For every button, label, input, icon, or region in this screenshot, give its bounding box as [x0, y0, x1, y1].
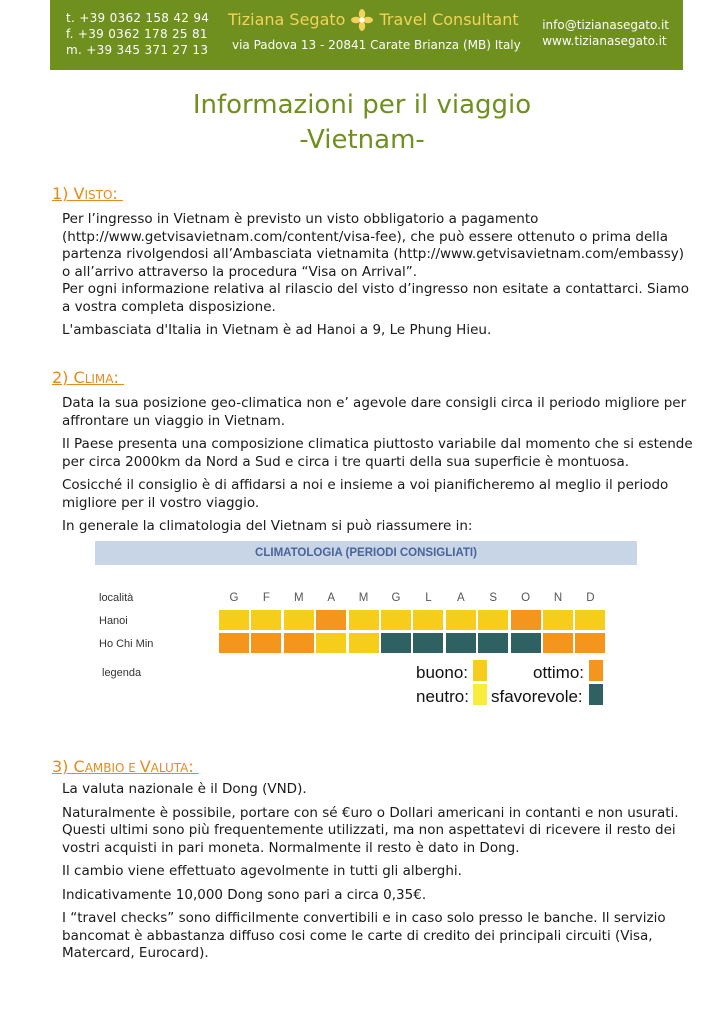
clima-p3-line: Cosicché il consiglio è di affidarsi a noi e insieme a voi pianificheremo al meglio il periodo [62, 477, 669, 493]
month-label: L [425, 592, 432, 604]
section-body-clima [62, 395, 693, 542]
cambio-p2-line: Questi ultimi sono più frequentemente utilizzati, ma non aspettatevi di ricevere il resto dei [62, 822, 676, 838]
month-label: G [229, 592, 239, 604]
cambio-heading-sc2: ALUTA [150, 761, 189, 775]
climate-cell [511, 610, 541, 630]
visto-p1-line: Per l’ingresso in Vietnam è previsto un visto obbligatorio a pagamento [62, 211, 539, 227]
climate-cell [446, 610, 476, 630]
month-label: M [294, 592, 304, 604]
contact-numbers [66, 10, 209, 58]
month-label: M [358, 592, 369, 604]
month-label: D [586, 592, 595, 604]
phone-f: f. +39 0362 178 25 81 [66, 27, 208, 41]
climate-cell [381, 610, 411, 630]
website-link[interactable]: www.tizianasegato.it [542, 34, 667, 48]
brand-name: Tiziana Segato [228, 10, 346, 29]
climate-cell [251, 610, 281, 630]
month-label: S [489, 592, 498, 604]
visto-embassy-text: L'ambasciata d'Italia in Vietnam è ad Hanoi a 9, Le Phung Hieu. [62, 322, 492, 338]
clima-heading-num: 2) C [52, 368, 85, 387]
visto-p1-line: (http://www.getvisavietnam.com/content/visa-fee), che può essere ottenuto o prima della [62, 228, 669, 245]
cambio-p5-line: Matercard, Eurocard). [62, 945, 209, 961]
climate-cell [478, 610, 508, 630]
clima-p1-line: Data la sua posizione geo-climatica non e’ agevole dare consigli circa il periodo migliore per [62, 395, 687, 411]
climate-cell [543, 610, 573, 630]
climate-cell [575, 633, 605, 653]
climate-cell [381, 633, 411, 653]
title-line-1: Informazioni per il viaggio [192, 90, 532, 120]
legend-swatch-ottimo [589, 660, 603, 681]
cambio-heading-sc1: AMBIO E [84, 761, 140, 775]
month-label: F [262, 592, 270, 604]
climate-cell [219, 610, 249, 630]
climate-cell [543, 633, 573, 653]
cambio-p2-line: Naturalmente è possibile, portare con sé €uro o Dollari americani in contanti e non usurati. [62, 804, 679, 821]
section-heading-visto [52, 184, 123, 203]
legend-label-neutro: neutro: [416, 687, 469, 706]
row-header-localita: località [99, 592, 134, 604]
phone-m: m. +39 345 371 27 13 [66, 43, 209, 57]
cambio-p5-line: I “travel checks” sono difficilmente convertibili e in caso solo presso le banche. Il servizio [62, 910, 666, 926]
visto-heading-end: : [112, 184, 123, 203]
clima-p2-line: Il Paese presenta una composizione climatica piuttosto variabile dal momento che si estende [62, 436, 693, 452]
clima-p1-line: affrontare un viaggio in Vietnam. [62, 412, 286, 429]
climatology-title: CLIMATOLOGIA (PERIODI CONSIGLIATI) [95, 541, 637, 565]
climate-cell [349, 610, 379, 630]
section-heading-clima [52, 368, 124, 387]
climate-cell [446, 633, 476, 653]
clima-heading-sc: LIMA [84, 372, 114, 386]
cambio-p5-line: bancomat è abbastanza diffuso cosi come le carte di credito dei principali circuiti (Visa, [62, 927, 653, 944]
section-heading-cambio [52, 757, 199, 776]
legend-label-sfavorevole: sfavorevole: [491, 687, 583, 706]
climate-cell [316, 633, 346, 653]
climate-cell [284, 610, 314, 630]
climate-cell [284, 633, 314, 653]
visto-p1-line: a vostra completa disposizione. [62, 298, 276, 315]
legend-swatch-sfavorevole [589, 684, 603, 705]
clima-p2-line: per circa 2000km da Nord a Sud e circa i tre quarti della sua superficie è montuosa. [62, 453, 630, 470]
visto-heading-num: 1) V [52, 184, 85, 203]
email-link[interactable]: info@tizianasegato.it [542, 18, 669, 32]
month-label: A [456, 592, 465, 604]
climate-cell [316, 610, 346, 630]
flower-logo-icon [351, 9, 373, 35]
cambio-heading-num: 3) C [52, 757, 85, 776]
letterhead [50, 0, 683, 70]
row-label-hanoi: Hanoi [99, 615, 128, 627]
brand [228, 9, 519, 35]
legend-label-buono: buono: [416, 663, 468, 682]
climatology-table [95, 541, 637, 716]
climate-cell [219, 633, 249, 653]
row-label-ho-chi-min: Ho Chi Min [99, 638, 154, 650]
phone-t: t. +39 0362 158 42 94 [66, 11, 210, 25]
section-body-visto [62, 211, 690, 346]
web-contacts [542, 17, 669, 49]
cambio-p2-line: vostri acquisti in pari moneta. Normalmente il resto è dato in Dong. [62, 839, 520, 856]
clima-heading-end: : [113, 368, 124, 387]
climate-cell [349, 633, 379, 653]
cambio-heading-v: V [139, 757, 151, 776]
climate-cell [251, 633, 281, 653]
section-body-cambio [62, 781, 682, 969]
cambio-p4: Indicativamente 10,000 Dong sono pari a circa 0,35€. [62, 886, 427, 903]
clima-p4: In generale la climatologia del Vietnam si può riassumere in: [62, 518, 473, 534]
legend-swatch-buono [473, 660, 487, 681]
brand-role: Travel Consultant [379, 10, 519, 29]
title-line-2: -Vietnam- [299, 125, 425, 155]
legend-title: legenda [102, 667, 142, 679]
month-label: A [327, 592, 336, 604]
visto-p1-line: Per ogni informazione relativa al rilascio del visto d’ingresso non esitate a contattarci. Siamo [62, 281, 690, 297]
clima-p3-line: migliore per il vostro viaggio. [62, 494, 260, 511]
visto-heading-sc: ISTO [84, 188, 113, 202]
legend-swatch-neutro [473, 684, 487, 705]
climate-cell [413, 610, 443, 630]
cambio-p1: La valuta nazionale è il Dong (VND). [62, 781, 307, 797]
month-label: N [553, 592, 563, 604]
climate-cell [478, 633, 508, 653]
address: via Padova 13 - 20841 Carate Brianza (MB) Italy [232, 38, 521, 52]
month-label: G [391, 592, 401, 604]
visto-p1-line: o all’arrivo attraverso la procedura “Visa on Arrival”. [62, 263, 418, 280]
legend-label-ottimo: ottimo: [533, 663, 585, 682]
month-label: O [521, 592, 531, 604]
climate-cell [413, 633, 443, 653]
visto-p1-line: partenza rivolgendosi all’Ambasciata vietnamita (http://www.getvisavietnam.com/embassy) [62, 246, 685, 262]
climate-cell [511, 633, 541, 653]
climate-cell [575, 610, 605, 630]
page-title [0, 88, 724, 158]
cambio-p3: Il cambio viene effettuato agevolmente in tutti gli alberghi. [62, 863, 462, 879]
cambio-heading-end: : [188, 757, 199, 776]
